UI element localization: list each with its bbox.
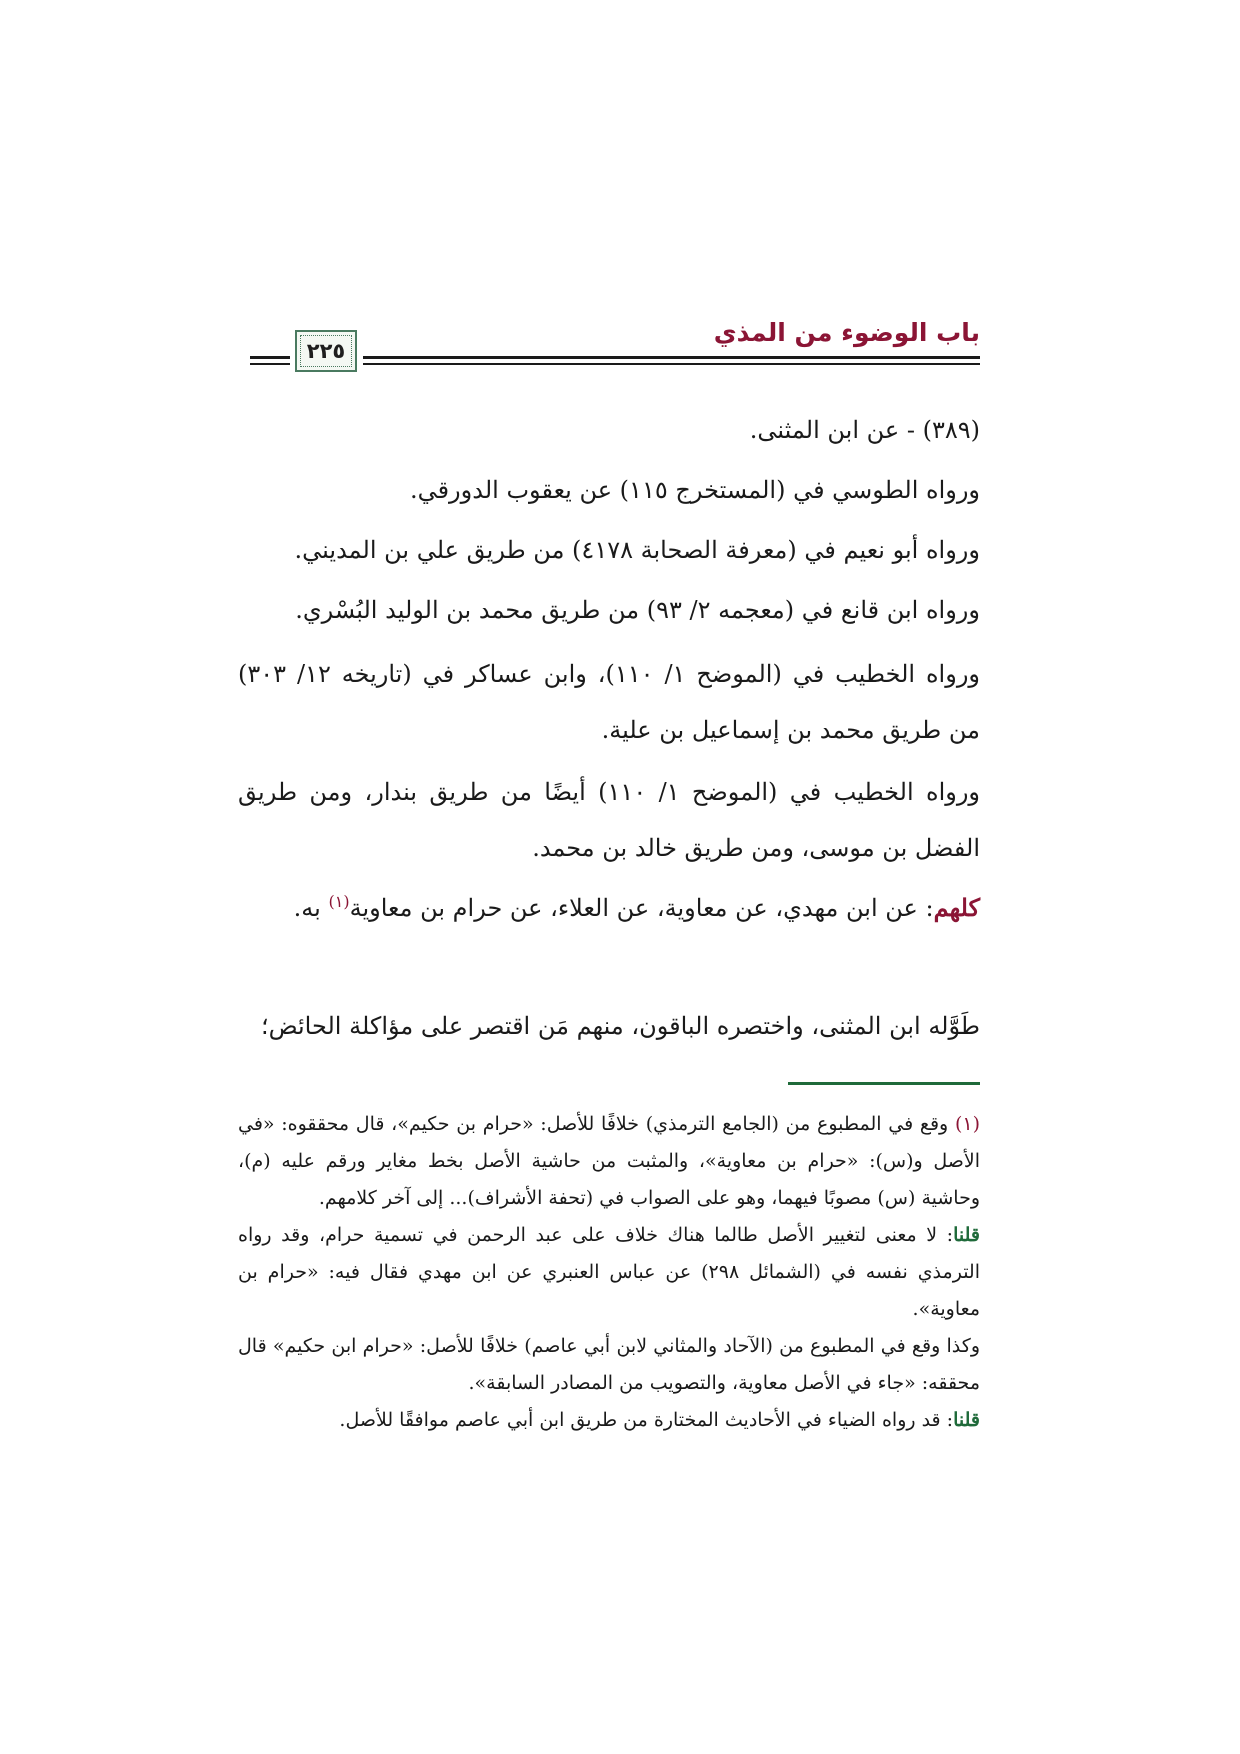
footnote-separator: [788, 1082, 980, 1085]
keyword-kulluhum: كلهم: [933, 893, 980, 922]
page-number-frame: [295, 330, 357, 372]
paragraph-tail: به.: [293, 894, 329, 922]
footnote-text: : قد رواه الضياء في الأحاديث المختارة من طريق ابن أبي عاصم موافقًا للأصل.: [339, 1409, 954, 1431]
paragraph-with-footnote: [238, 880, 980, 936]
paragraph-text: ورواه الخطيب في (الموضح ١/ ١١٠)، وابن عساكر في (تاريخه ١٢/ ٣٠٣) من طريق محمد بن إسماعيل بن علية.: [238, 660, 980, 744]
footnote-comment: [238, 1402, 980, 1439]
paragraph-text: : عن ابن مهدي، عن معاوية، عن العلاء، عن حرام بن معاوية: [349, 894, 934, 922]
body-paragraph: [238, 646, 980, 758]
paragraph-text: ورواه ابن قانع في (معجمه ٢/ ٩٣) من طريق محمد بن الوليد البُسْري.: [295, 596, 980, 624]
footnote-continuation: [238, 1328, 980, 1402]
header-rule-bottom-right: [363, 363, 980, 365]
paragraph-text: ورواه أبو نعيم في (معرفة الصحابة ٤١٧٨) من طريق علي بن المديني.: [294, 536, 980, 564]
header-rule-top-left: [250, 356, 290, 359]
footnote-text: : لا معنى لتغيير الأصل طالما هناك خلاف على عبد الرحمن في تسمية حرام، وقد رواه الترمذي نفسه في (الشمائل ٢٩٨) عن عباس العنبري عن ابن مهدي فقال فيه: «حرام بن معاوية».: [238, 1224, 980, 1320]
body-paragraph: [238, 880, 980, 936]
footnote-comment: [238, 1217, 980, 1328]
chapter-title: باب الوضوء من المذي: [713, 318, 980, 347]
header-rule-bottom-left: [250, 363, 290, 365]
header-rule-top-right: [363, 356, 980, 359]
body-paragraph: [238, 582, 980, 638]
footnote-text: وكذا وقع في المطبوع من (الآحاد والمثاني لابن أبي عاصم) خلافًا للأصل: «حرام ابن حكيم» قال محققه: «جاء في الأصل معاوية، والتصويب من المصادر السابقة».: [238, 1335, 980, 1394]
body-paragraph: [238, 462, 980, 518]
body-paragraph: [238, 998, 980, 1054]
keyword-qulna: قلنا: [953, 1409, 980, 1431]
footnote-text: وقع في المطبوع من (الجامع الترمذي) خلافًا للأصل: «حرام بن حكيم»، قال محققوه: «في الأصل و(س): «حرام بن معاوية»، والمثبت من حاشية الأصل بخط مغاير ورقم عليه (م)، وحاشية (س) مصوبًا فيهما، وهو على الصواب في (تحفة الأشراف)... إلى آخر كلامهم.: [238, 1113, 980, 1209]
page-number: ٢٢٥: [306, 339, 346, 363]
footnotes-section: [238, 1106, 980, 1439]
page-header: [250, 318, 980, 388]
footnote-number: (١): [954, 1113, 980, 1135]
paragraph-text: ورواه الطوسي في (المستخرج ١١٥) عن يعقوب الدورقي.: [409, 476, 980, 504]
body-paragraph: [238, 402, 980, 458]
keyword-qulna: قلنا: [953, 1224, 980, 1246]
footnote-reference[interactable]: (١): [328, 892, 350, 911]
body-paragraph: [238, 522, 980, 578]
paragraph-text: ورواه الخطيب في (الموضح ١/ ١١٠) أيضًا من طريق بندار، ومن طريق الفضل بن موسى، ومن طريق خالد بن محمد.: [238, 778, 981, 862]
paragraph-text: طَوَّله ابن المثنى، واختصره الباقون، منهم مَن اقتصر على مؤاكلة الحائض؛: [260, 1012, 980, 1040]
paragraph-text: (٣٨٩) - عن ابن المثنى.: [749, 416, 980, 444]
footnote-1: [238, 1106, 980, 1217]
body-paragraph: [238, 764, 980, 876]
